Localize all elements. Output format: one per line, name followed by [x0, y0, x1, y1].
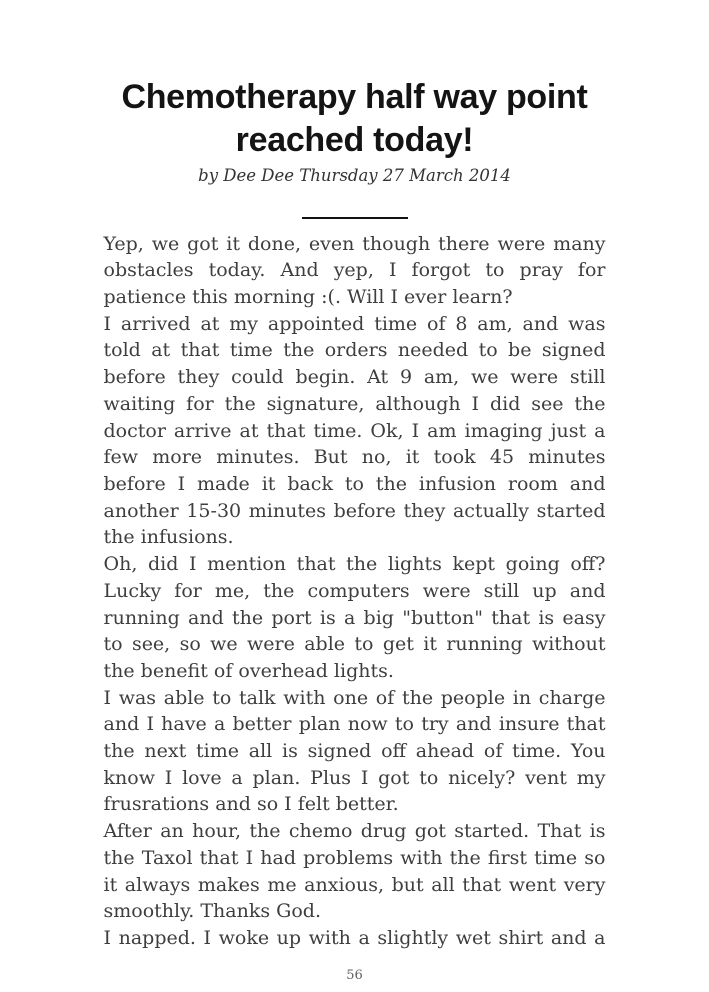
paragraph: Oh, did I mention that the lights kept going off? Lucky for me, the computers were still up and running and the port is a big "button" that is easy to see, so we were able to get it running without the benefit of overhead lights. [103, 553, 606, 682]
paragraph: I arrived at my appointed time of 8 am, and was told at that time the orders needed to be signed before they could begin. At 9 am, we were still waiting for the signature, although I did see the doctor arrive at that time. Ok, I am imaging just a few more minutes. But no, it took 45 minutes before I made it back to the infusion room and another 15-30 minutes before they actually started the infusions. [103, 312, 606, 549]
paragraph: I was able to talk with one of the people in charge and I have a better plan now to try and insure that the next time all is signed off ahead of time. You know I love a plan. Plus I got to nicely? vent my frusrations and so I felt better. [103, 686, 606, 816]
article-body [104, 231, 606, 952]
section-divider [302, 217, 408, 219]
paragraph: Yep, we got it done, even though there were many obstacles today. And yep, I forgot to pray for patience this morning :(. Will I ever learn? [103, 232, 606, 309]
byline: by Dee Dee Thursday 27 March 2014 [198, 165, 511, 185]
paragraph: After an hour, the chemo drug got started. That is the Taxol that I had problems with the first time so it always makes me anxious, but all that went very smoothly. Thanks God. [103, 820, 606, 923]
paragraph-continued: I napped. I woke up with a slightly wet shirt and a [103, 926, 606, 949]
page-title: Chemotherapy half way point reached today! [121, 78, 588, 159]
page-number: 56 [346, 967, 363, 983]
